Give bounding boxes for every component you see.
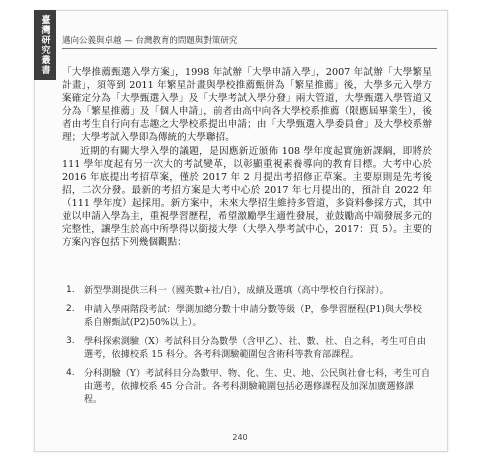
list-item <box>66 335 430 361</box>
paragraph: 「大學推薦甄選入學方案」，1998 年試辦「大學申請入學」，2007 年試辦「大學繁星計畫」，須等到 2011 年繁星計畫與學校推薦甄併為「繁星推薦」後，大學多元入學方案確定分為「大學甄選入學」及「大學考試入學分發」兩大管道，大學甄選入學管道又分為「繁星推薦」及「個人申請」，前者由高中向各大學校系推薦（限應屆畢業生），後者由考生自行向有志趣之大學校系提出申請；由「大學甄選入學委員會」及大學校系辦理；大學考試入學即為傳統的大學聯招。 <box>62 67 432 144</box>
paragraph: 近期的有關大學入學的議題，是因應新近頒佈 108 學年度起實施新課綱，即將於 111 學年度起有另一次大的考試變革，以彰顯重視素養導向的教育目標。大考中心於 2016 年底提出考招草案，僅於 2017 年 2 月提出考招修正草案。主要原則是先考後招，二次分發。最新的考招方案是大考中心於 2017 年七月提出的，預計自 2022 年（111 學年度）起採用。新方案中，未來大學招生維持多管道，多資料參採方式，其中並以申請入學為主，重視學習歷程，希望激勵學生適性發展，並鼓勵高中端發展多元的完整性，讓學生於高中所學得以銜接大學（大學入學考試中心，2017：頁 5）。主要的方案內容包括下列幾個觀點： <box>62 145 432 249</box>
page-number: 240 <box>232 433 248 442</box>
list-text: 學科探索測驗（X）考試科目分為數學（含甲乙）、社、數、社、自之科，考生可自由選考，依據校系 15 科分。各考科測驗範圍包含術科等教育部課程。 <box>84 336 426 360</box>
numbered-list <box>66 284 430 412</box>
body-text <box>62 66 432 249</box>
list-item <box>66 367 430 406</box>
list-number: 3. <box>66 336 75 346</box>
list-text: 分科測驗（Y）考試科目分為數甲、物、化、生、史、地、公民與社會七科，考生可自由選考，依據校系 45 分合計。各考科測驗範圍包括必選修課程及加深加廣選修課程。 <box>84 368 431 405</box>
side-tab-label: 臺灣研究叢書 <box>39 15 50 75</box>
side-tab <box>34 10 56 80</box>
list-text: 新型學測提供三科一（國英數+社/自），成績及選填（高中學校自行探討）。 <box>84 285 389 296</box>
list-number: 2. <box>66 304 75 314</box>
list-item <box>66 303 430 329</box>
list-text: 申請入學兩階段考試：學測加總分數十申請分數等級（P，參學習歷程(P1)與大學校系自辦甄試(P2)50%以上）。 <box>84 304 422 328</box>
list-number: 1. <box>66 285 75 295</box>
list-number: 4. <box>66 368 75 378</box>
list-item <box>66 284 430 297</box>
running-header: 邁向公義與卓越 — 台灣教育的問題與對策研究 <box>62 34 437 49</box>
